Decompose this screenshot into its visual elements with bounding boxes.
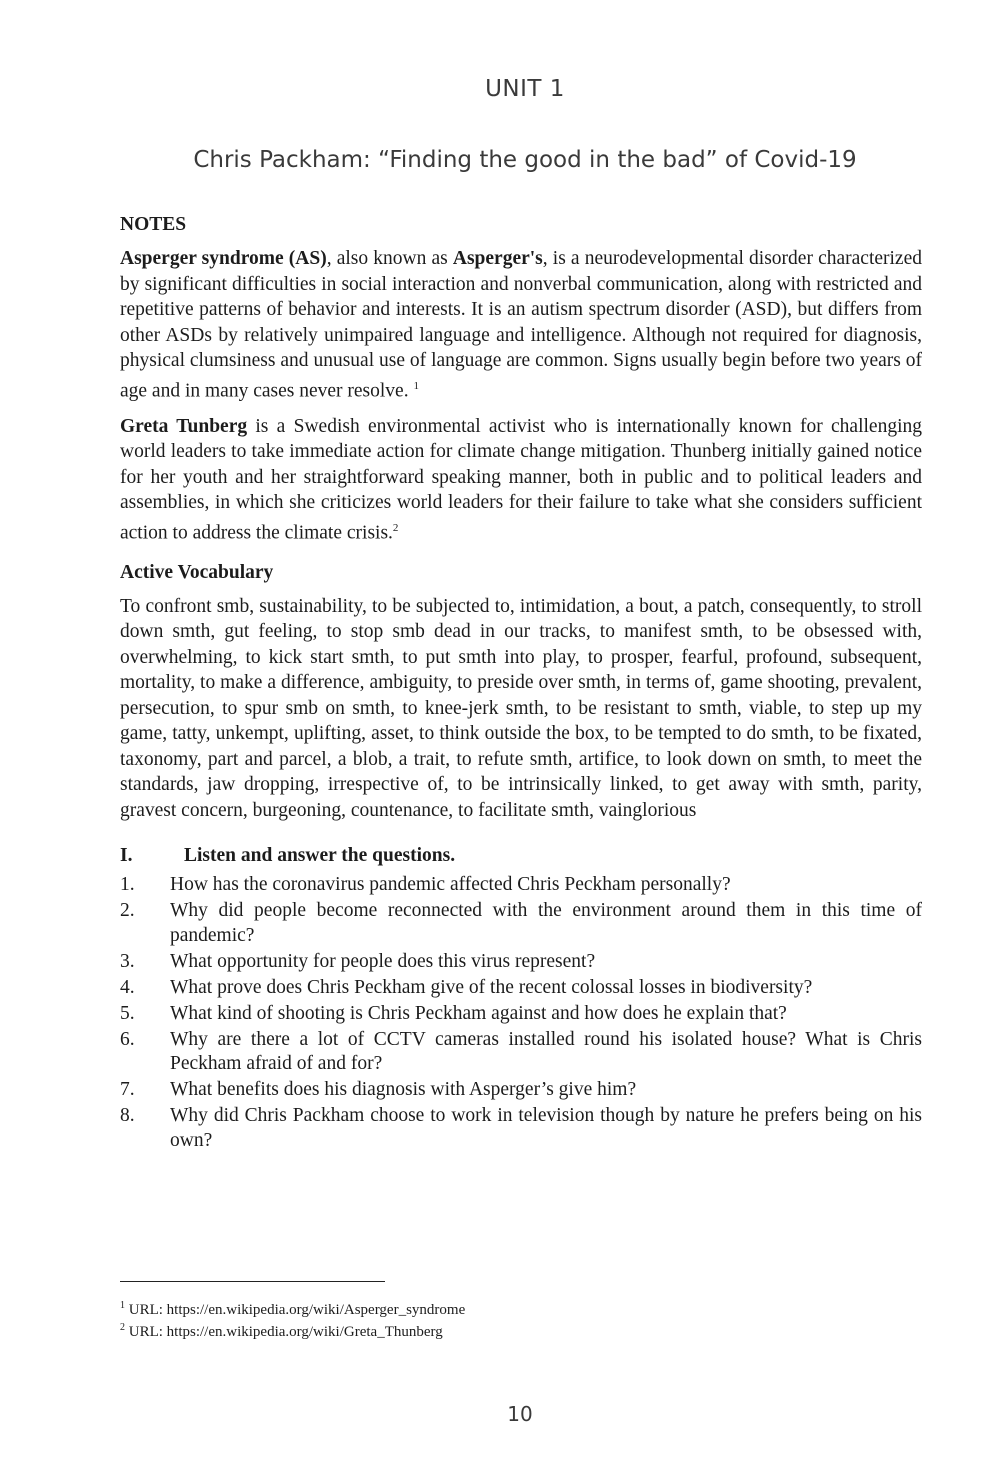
greta-text: is a Swedish environmental activist who is internationally known for challenging world leaders to take immediate action for climate change mitigation. Thunberg initially gained notice for her youth and her straightforward speaking manner, both in public and to political leaders and assemblies, in which she criticizes world leaders for their failure to take what she considers sufficient action to address the climate crisis.	[120, 415, 922, 543]
asperger-abbr: (AS)	[288, 248, 327, 269]
vocabulary-paragraph: To confront smb, sustainability, to be subjected to, intimidation, a bout, a patch, consequently, to stroll down smth, gut feeling, to stop smb dead in our tracks, to manifest smth, to be obsessed with, overwhelming, to kick start smth, to put smth into play, to prosper, fearful, profound, subsequent, mortality, to make a difference, ambiguity, to preside over smth, in terms of, game shooting, prevalent, persecution, to spur smb on smth, to knee-jerk smth, to be resistant to smth, viable, to step up my game, tatty, unkempt, uplifting, asset, to think outside the box, to be tempted to do smth, to be fixated, taxonomy, part and parcel, a blob, a trait, to refute smth, artifice, to look down on smth, to meet the standards, jaw dropping, irrespective of, to be intrinsically linked, to get away with smth, parity, gravest concern, burgeoning, countenance, to facilitate smth, vainglorious	[120, 595, 922, 821]
footnote-2	[120, 1318, 443, 1342]
question-list	[120, 873, 922, 1153]
question-text: How has the coronavirus pandemic affected Chris Peckham personally?	[170, 874, 731, 895]
footnote-ref-1: 1	[413, 379, 419, 392]
page-number: 10	[507, 1402, 533, 1426]
question-item	[120, 1028, 922, 1077]
notes-heading: NOTES	[120, 214, 187, 235]
question-number: 5.	[120, 1002, 135, 1024]
question-item	[120, 873, 922, 898]
footnote-ref-2: 2	[392, 521, 399, 534]
question-number: 2.	[120, 900, 135, 921]
exercise-heading	[120, 845, 922, 867]
question-number: 7.	[120, 1079, 135, 1100]
question-text: What prove does Chris Peckham give of the recent colossal losses in biodiversity?	[170, 976, 813, 998]
page-title: Chris Packham: “Finding the good in the bad” of Covid-19	[193, 147, 857, 173]
asperger-mid-text: , also known as	[326, 248, 453, 269]
question-number: 6.	[120, 1028, 135, 1050]
footnote-marker: 2	[120, 1322, 125, 1333]
question-text: Why did people become reconnected with the environment around them in this time of pandemic?	[170, 900, 922, 946]
question-item	[120, 1078, 922, 1103]
question-item	[120, 899, 922, 948]
footnote-text: URL: https://en.wikipedia.org/wiki/Asperger_syndrome	[128, 1302, 466, 1318]
greta-paragraph	[120, 414, 922, 546]
question-text: Why are there a lot of CCTV cameras installed round his isolated house? What is Chris Peckham afraid of and for?	[170, 1028, 922, 1074]
question-item	[120, 1104, 922, 1153]
asperger-term-2: Asperger's	[452, 248, 543, 269]
question-text: What kind of shooting is Chris Peckham against and how does he explain that?	[170, 1002, 787, 1024]
question-number: 4.	[120, 976, 135, 998]
question-number: 1.	[120, 874, 135, 895]
footnote-marker: 1	[120, 1300, 125, 1311]
asperger-paragraph	[120, 246, 922, 404]
exercise-number: I.	[120, 845, 133, 866]
footnote-divider	[120, 1281, 385, 1282]
footnote-1	[120, 1296, 465, 1320]
main-content	[120, 214, 922, 1155]
vocabulary-heading: Active Vocabulary	[120, 561, 274, 583]
question-text: Why did Chris Packham choose to work in television though by nature he prefers being on his own?	[170, 1105, 922, 1151]
unit-heading: UNIT 1	[485, 76, 565, 102]
question-text: What benefits does his diagnosis with Asperger’s give him?	[170, 1079, 637, 1100]
footnote-text: URL: https://en.wikipedia.org/wiki/Greta_Thunberg	[128, 1324, 443, 1340]
asperger-term: Asperger syndrome	[120, 248, 284, 269]
question-item	[120, 976, 922, 1001]
question-number: 8.	[120, 1105, 135, 1126]
question-item	[120, 1002, 922, 1027]
question-number: 3.	[120, 950, 135, 972]
exercise-title: Listen and answer the questions.	[184, 845, 456, 866]
greta-term: Greta Tunberg	[120, 415, 248, 437]
question-item	[120, 950, 922, 975]
asperger-text: , is a neurodevelopmental disorder characterized by significant difficulties in social interaction and nonverbal communication, along with restricted and repetitive patterns of behavior and interests. It is an autism spectrum disorder (ASD), but differs from other ASDs by relatively unimpaired language and intelligence. Although not required for diagnosis, physical clumsiness and unusual use of language are common. Signs usually begin before two years of age and in many cases never resolve.	[120, 248, 922, 401]
question-text: What opportunity for people does this virus represent?	[170, 950, 596, 972]
